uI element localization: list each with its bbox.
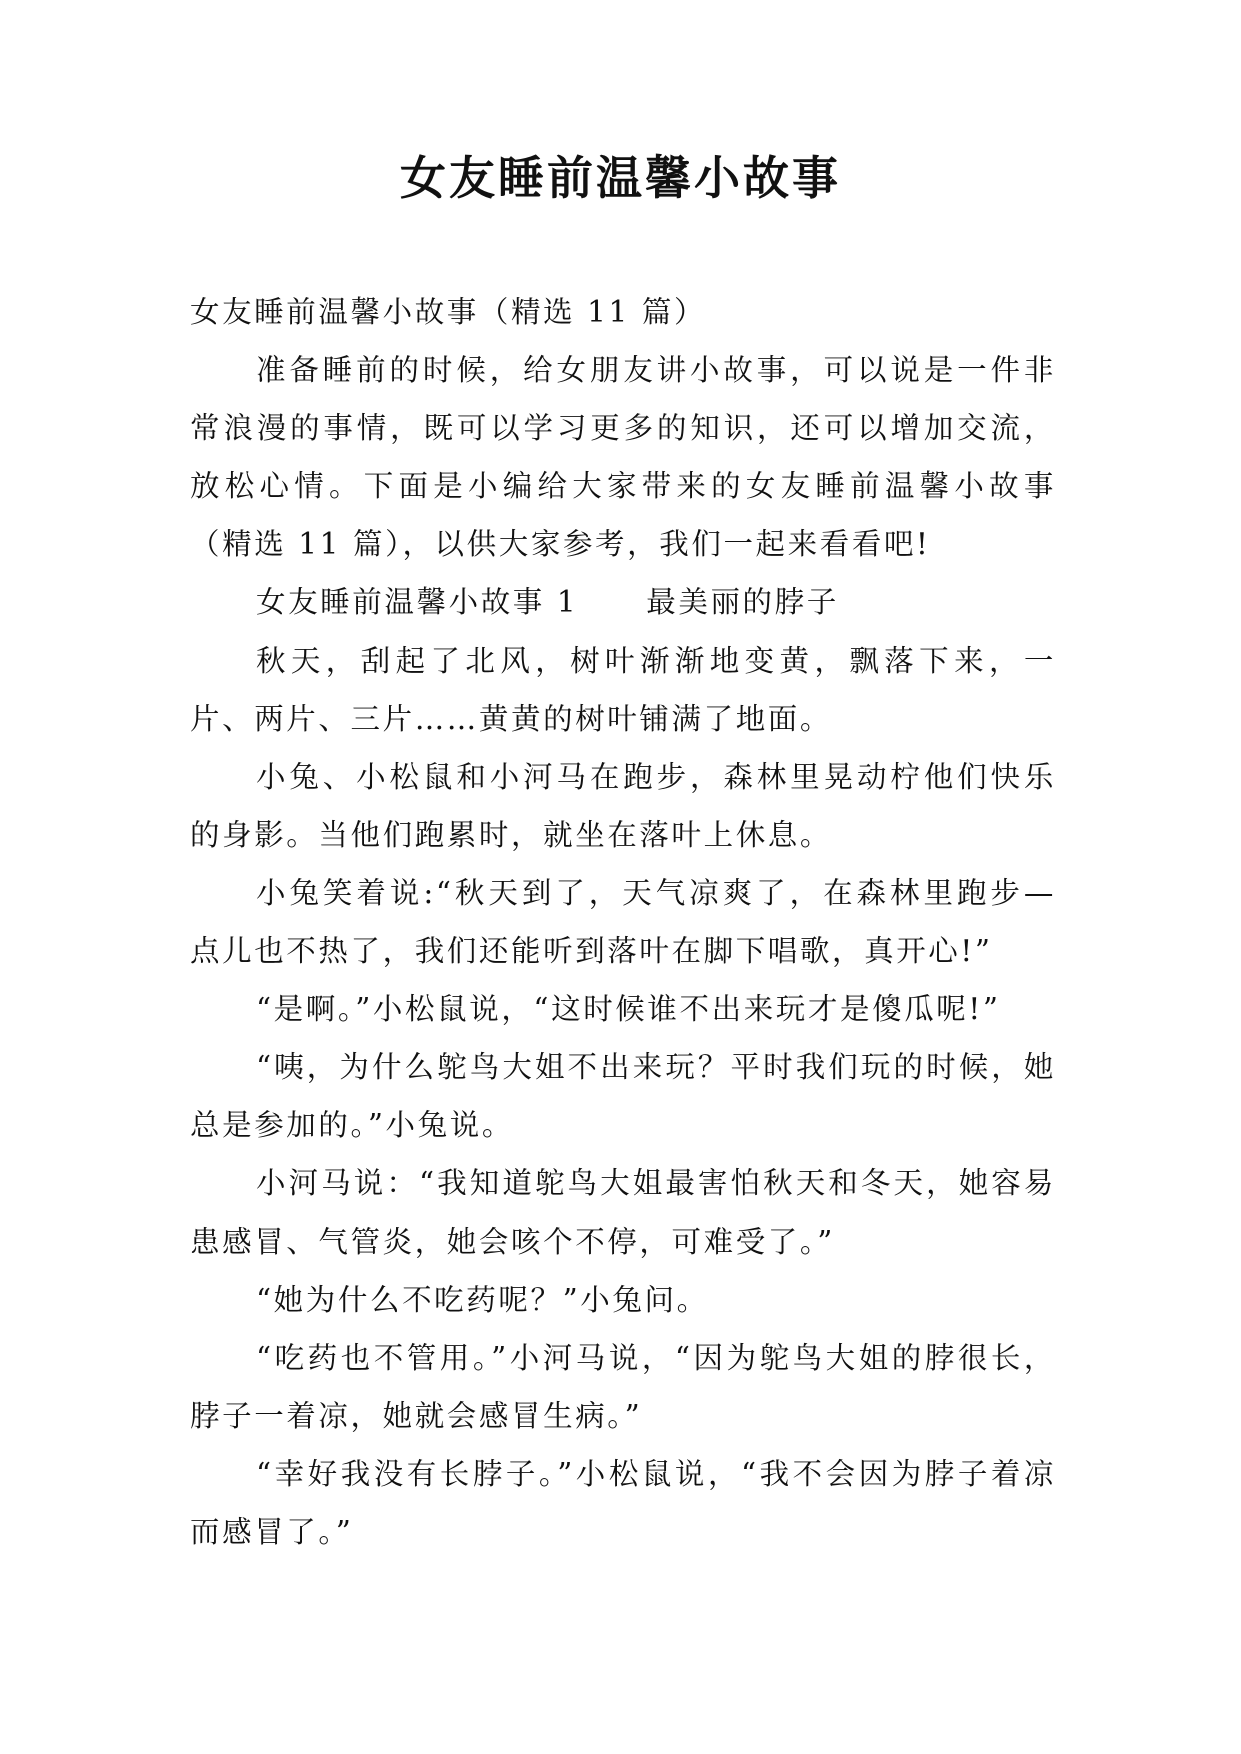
story-title: 最美丽的脖子 [646,585,839,620]
story-paragraph: “是啊。”小松鼠说，“这时候谁不出来玩才是傻瓜呢!” [256,992,1001,1027]
story-paragraph: “吃药也不管用。”小河马说，“因为鸵鸟大姐的脖很长，脖子一着凉，她就会感冒生病。” [190,1340,1056,1433]
story-heading: 女友睡前温馨小故事 1 [256,585,579,620]
story-heading-line [190,573,1056,631]
story-paragraph: 小兔笑着说:“秋天到了，天气凉爽了，在森林里跑步—点儿也不热了，我们还能听到落叶在脚下唱歌，真开心!” [190,875,1056,969]
story-paragraph: “幸好我没有长脖子。”小松鼠说，“我不会因为脖子着凉而感冒了。” [190,1456,1056,1549]
intro-paragraph: 准备睡前的时候，给女朋友讲小故事，可以说是一件非常浪漫的事情，既可以学习更多的知识，还可以增加交流，放松心情。下面是小编给大家带来的女友睡前温馨小故事（精选 11 篇），以供大家参考，我们一起来看看吧! [190,353,1056,562]
document-body [190,283,1056,1561]
story-paragraph: 秋天，刮起了北风，树叶渐渐地变黄，飘落下来，一片、两片、三片……黄黄的树叶铺满了地面。 [190,643,1056,736]
story-paragraph: “咦，为什么鸵鸟大姐不出来玩？平时我们玩的时候，她总是参加的。”小兔说。 [190,1050,1056,1143]
document-subtitle: 女友睡前温馨小故事（精选 11 篇） [190,295,707,329]
story-paragraph: “她为什么不吃药呢？”小兔问。 [256,1282,709,1317]
document-title: 女友睡前温馨小故事 [400,151,841,205]
story-paragraph: 小兔、小松鼠和小河马在跑步，森林里晃动柠他们快乐的身影。当他们跑累时，就坐在落叶上休息。 [190,759,1056,852]
story-paragraph: 小河马说：“我知道鸵鸟大姐最害怕秋天和冬天，她容易患感冒、气管炎，她会咳个不停，可难受了。” [190,1166,1056,1259]
